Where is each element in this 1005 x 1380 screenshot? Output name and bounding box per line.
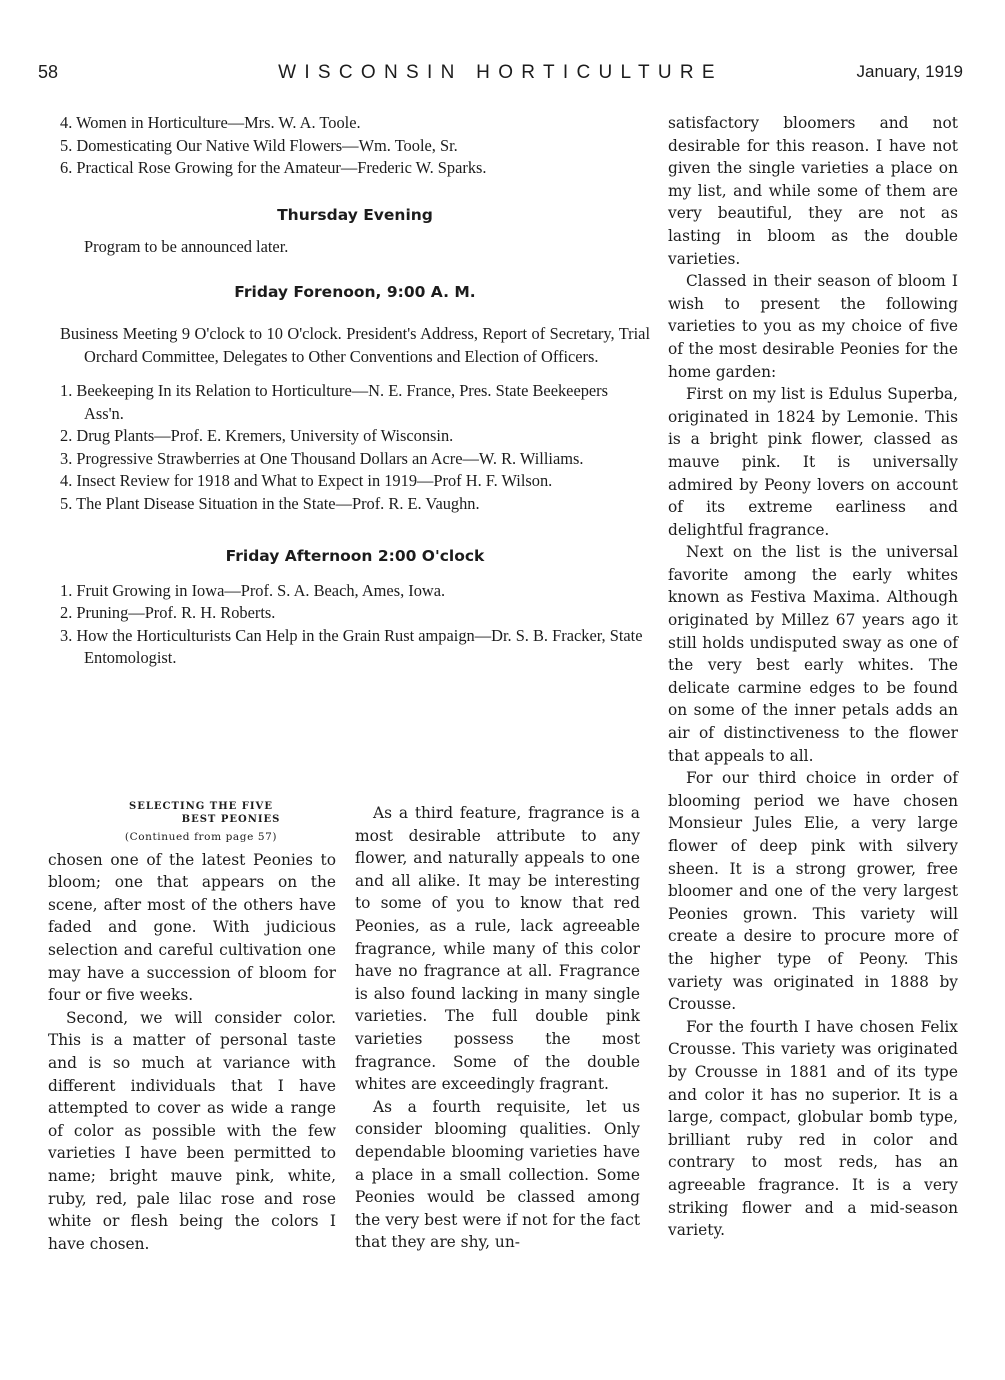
paragraph: chosen one of the latest Peonies to bloom; one that appears on the scene, after most of the others have faded and gone. With judicious selection and careful cultivation one may have a succession of bloom for four or five weeks.: [48, 850, 336, 1005]
program-item: 2. Pruning—Prof. R. H. Roberts.: [60, 603, 276, 622]
program-item: 3. How the Horticulturists Can Help in the Grain Rust ampaign—Dr. S. B. Fracker, State Entomologist.: [60, 625, 643, 667]
program-item: 4. Women in Horticulture—Mrs. W. A. Toole.: [60, 113, 361, 132]
friday-afternoon-heading: Friday Afternoon 2:00 O'clock: [225, 547, 485, 565]
continued-note: (Continued from page 57): [124, 831, 278, 843]
page-header: [38, 62, 963, 90]
friday-forenoon-heading: Friday Forenoon, 9:00 A. M.: [234, 282, 476, 301]
paragraph: Next on the list is the universal favorite among the early whites known as Festiva Maxima. Although originated by Millez 67 years ago it still holds undisputed sway as one of the very best early whites. The delicate carmine edges to be found on some of the inner petals adds an air of distinctiveness to the flower that appeals to all.: [668, 543, 958, 765]
paragraph: For the fourth I have chosen Felix Crousse. This variety was originated by Crousse in 1881 and of its type and color it has no superior. It is a large, compact, globular bomb type, brilliant ruby red in color and contrary to most reds, has an agreeable fragrance. It is a very striking flower and a mid-season variety.: [668, 1017, 958, 1240]
program-item: 3. Progressive Strawberries at One Thousand Dollars an Acre—W. R. Williams.: [60, 448, 584, 468]
program-item: 4. Insect Review for 1918 and What to Expect in 1919—Prof H. F. Wilson.: [60, 471, 553, 490]
paragraph: As a third feature, fragrance is a most desirable attribute to any flower, and naturally appeals to one and all alike. It may be interesting to some of you to know that red Peonies, as a rule, lack agreeable fragrance, while many of this color have no fragrance at all. Fragrance is also found lacking in many single varieties. The full double pink varieties possess the most fragrance. Some of the double whites are exceedingly fragrant.: [355, 804, 640, 1094]
business-meeting-text: Business Meeting 9 O'clock to 10 O'clock. President's Address, Report of Secretary, Trial Orchard Committee, Delegates to Other Conventions and Election of Officers.: [60, 324, 650, 366]
paragraph: As a fourth requisite, let us consider blooming qualities. Only dependable blooming varieties have a place in a small collection. Some Peonies would be classed among the very best were if not for the fact that they are shy, un-: [355, 1097, 640, 1252]
article-column-2: [355, 802, 640, 1254]
program-item: 2. Drug Plants—Prof. E. Kremers, University of Wisconsin.: [60, 426, 454, 445]
program-item: 1. Fruit Growing in Iowa—Prof. S. A. Beach, Ames, Iowa.: [60, 580, 446, 600]
program-item: 1. Beekeeping In its Relation to Horticulture—N. E. France, Pres. State Beekeepers Ass'n.: [60, 381, 609, 423]
page-number: 58: [38, 62, 59, 82]
thursday-evening-text: Program to be announced later.: [84, 237, 289, 256]
journal-title: WISCONSIN HORTICULTURE: [278, 62, 723, 83]
program-item: 5. The Plant Disease Situation in the State—Prof. R. E. Vaughn.: [60, 493, 480, 513]
article-column-1: [48, 800, 336, 1255]
program-item: 6. Practical Rose Growing for the Amateur—Frederic W. Sparks.: [60, 158, 487, 177]
program-section: [60, 112, 650, 670]
issue-date: January, 1919: [856, 62, 963, 81]
paragraph: Classed in their season of bloom I wish to present the following varieties to you as my choice of five of the most desirable Peonies for the home garden:: [668, 272, 958, 381]
paragraph: For our third choice in order of blooming period we have chosen Monsieur Jules Elie, a very large flower of deep pink with silvery sheen. It is a strong grower, free bloomer and one of the very largest Peonies grown. This variety will create a desire to procure more of the higher type of Peony. This variety was originated in 1888 by Crousse.: [668, 769, 958, 1014]
paragraph: First on my list is Edulus Superba, originated in 1824 by Lemonie. This is a bright pink flower, classed as mauve pink. It is universally admired by Peony lovers on account of its extreme earliness and delightful fragrance.: [668, 385, 958, 539]
paragraph: satisfactory bloomers and not desirable for this reason. I have not given the single varieties a place on my list, and while some of them are very beautiful, they are not as lasting in bloom as the double varieties.: [668, 114, 958, 268]
program-item: 5. Domesticating Our Native Wild Flowers—Wm. Toole, Sr.: [60, 135, 458, 155]
article-column-3: [668, 112, 958, 1242]
thursday-evening-heading: Thursday Evening: [277, 205, 433, 224]
article-heading-line-1: SELECTING THE FIVE: [129, 801, 273, 812]
paragraph: Second, we will consider color. This is a matter of personal taste and is so much at variance with different individuals that I have attempted to cover as wide a range of color as possible with the few varieties I have been permitted to name; bright mauve pink, white, ruby, red, pale lilac rose and rose white or flesh being the colors I have chosen.: [48, 1008, 336, 1253]
article-heading-line-2: BEST PEONIES: [181, 814, 281, 825]
